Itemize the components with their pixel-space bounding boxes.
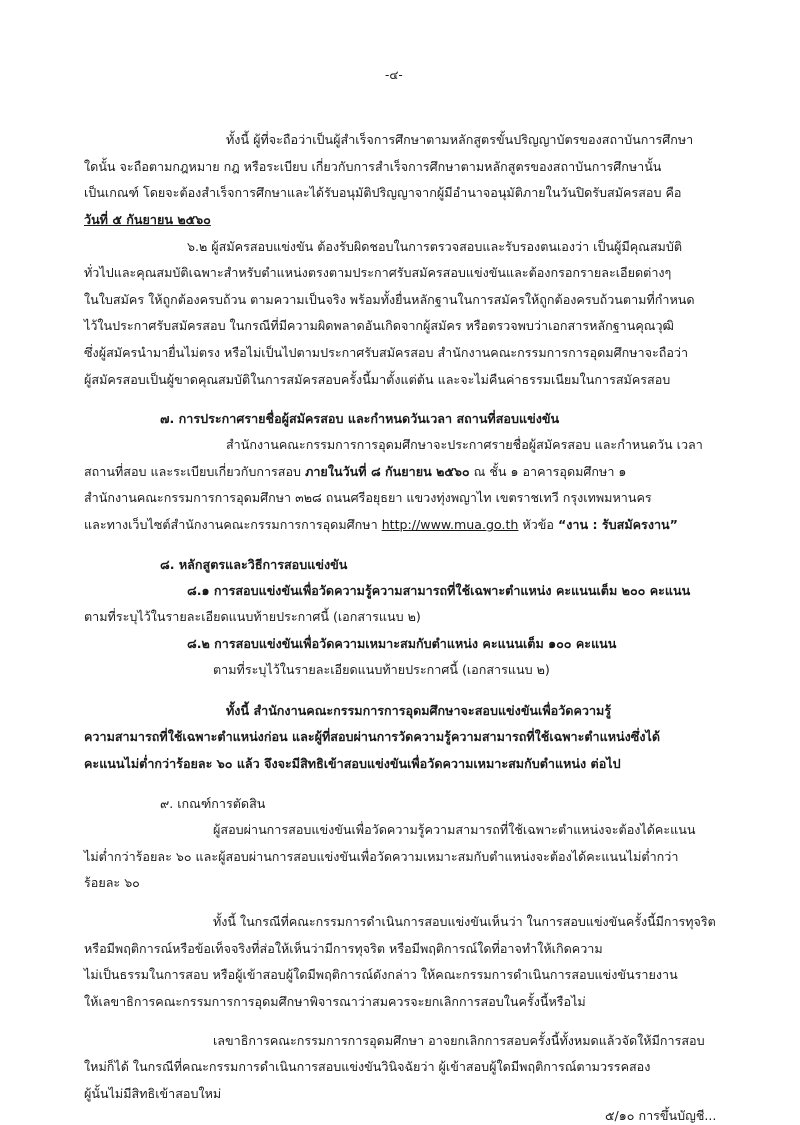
section-6-2-line: ไว้ในประกาศรับสมัครสอบ ในกรณีที่มีความผิดพลาดอันเกิดจากผู้สมัคร หรือตรวจพบว่าเอกสารหลักฐานคุณวุฒิ xyxy=(84,318,674,333)
section-9-line: ไม่เป็นธรรมในการสอบ หรือผู้เข้าสอบผู้ใดมีพฤติการณ์ดังกล่าว ให้คณะกรรมการดำเนินการสอบแข่งขันรายงาน xyxy=(84,967,678,982)
page-number: -๔- xyxy=(385,68,403,82)
section-9-line: ไม่ต่ำกว่าร้อยละ ๖๐ และผู้สอบผ่านการสอบแข่งขันเพื่อวัดความเหมาะสมกับตำแหน่งจะต้องได้คะแนนไม่ต่ำกว่า xyxy=(84,849,679,864)
paragraph-line: ใดนั้น จะถือตามกฎหมาย กฎ หรือระเบียบ เกี่ยวกับการสำเร็จการศึกษาตามหลักสูตรของสถาบันการศึกษานั้น xyxy=(84,159,662,174)
section-7-heading: ๗. การประกาศรายชื่อผู้สมัครสอบ และกำหนดวันเวลา สถานที่สอบแข่งขัน xyxy=(160,411,560,426)
website-link[interactable]: http://www.mua.go.th xyxy=(381,517,519,532)
section-6-2-line: ทั่วไปและคุณสมบัติเฉพาะสำหรับตำแหน่งตรงตามประกาศรับสมัครสอบแข่งขันและต้องกรอกรายละเอียดต่างๆ xyxy=(84,265,672,280)
section-9-line: ทั้งนี้ ในกรณีที่คณะกรรมการดำเนินการสอบแข่งขันเห็นว่า ในการสอบแข่งขันครั้งนี้มีการทุจริต xyxy=(213,914,716,929)
continuation-note: ๕/๑๐ การขึ้นบัญชี... xyxy=(605,1108,717,1123)
section-7-text: ณ ชั้น ๑ อาคารอุดมศึกษา ๑ xyxy=(473,464,627,479)
exam-note-line: คะแนนไม่ต่ำกว่าร้อยละ ๖๐ แล้ว จึงจะมีสิทธิเข้าสอบแข่งขันเพื่อวัดความเหมาะสมกับตำแหน่ง ต่อไป xyxy=(84,756,621,771)
announcement-date: ภายในวันที่ ๘ กันยายน ๒๕๖๐ xyxy=(305,464,470,479)
section-9-heading: ๙. เกณฑ์การตัดสิน xyxy=(160,796,266,811)
section-9-line: ผู้นั้นไม่มีสิทธิเข้าสอบใหม่ xyxy=(84,1086,222,1101)
section-8-1-note: ตามที่ระบุไว้ในรายละเอียดแนบท้ายประกาศนี้ (เอกสารแนบ ๒) xyxy=(84,609,421,624)
section-8-2-note: ตามที่ระบุไว้ในรายละเอียดแนบท้ายประกาศนี้ (เอกสารแนบ ๒) xyxy=(213,662,550,677)
section-6-2-line: ๖.๒ ผู้สมัครสอบแข่งขัน ต้องรับผิดชอบในการตรวจสอบและรับรองตนเองว่า เป็นผู้มีคุณสมบัติ xyxy=(187,239,683,254)
section-9-line: ผู้สอบผ่านการสอบแข่งขันเพื่อวัดความรู้ความสามารถที่ใช้เฉพาะตำแหน่งจะต้องได้คะแนน xyxy=(213,822,696,837)
section-9-line: ร้อยละ ๖๐ xyxy=(84,875,140,890)
section-7-line: สำนักงานคณะกรรมการการอุดมศึกษา ๓๒๘ ถนนศรีอยุธยา แขวงทุ่งพญาไท เขตราชเทวี กรุงเทพมหานคร xyxy=(84,490,652,505)
section-7-line xyxy=(84,516,678,534)
section-9-line: เลขาธิการคณะกรรมการการอุดมศึกษา อาจยกเลิกการสอบครั้งนี้ทั้งหมดแล้วจัดให้มีการสอบ xyxy=(213,1033,705,1048)
section-7-text: สถานที่สอบ และระเบียบเกี่ยวกับการสอบ xyxy=(84,464,302,479)
paragraph-line: ทั้งนี้ ผู้ที่จะถือว่าเป็นผู้สำเร็จการศึกษาตามหลักสูตรขั้นปริญญาบัตรของสถาบันการศึกษา xyxy=(226,132,694,147)
section-7-line xyxy=(84,463,626,481)
section-8-1-title: ๘.๑ การสอบแข่งขันเพื่อวัดความรู้ความสามารถที่ใช้เฉพาะตำแหน่ง คะแนนเต็ม ๒๐๐ คะแนน xyxy=(187,583,691,598)
exam-note-line: ความสามารถที่ใช้เฉพาะตำแหน่งก่อน และผู้ที่สอบผ่านการวัดความรู้ความสามารถที่ใช้เฉพาะตำแหน่งซึ่งได้ xyxy=(84,729,660,744)
section-6-2-line: ซึ่งผู้สมัครนำมายื่นไม่ตรง หรือไม่เป็นไปตามประกาศรับสมัครสอบ สำนักงานคณะกรรมการการอุดมศึกษาจะถือว่า xyxy=(84,345,689,360)
section-8-2-title: ๘.๒ การสอบแข่งขันเพื่อวัดความเหมาะสมกับตำแหน่ง คะแนนเต็ม ๑๐๐ คะแนน xyxy=(187,636,617,651)
section-7-line: สำนักงานคณะกรรมการการอุดมศึกษาจะประกาศรายชื่อผู้สมัครสอบ และกำหนดวัน เวลา xyxy=(226,437,703,452)
section-9-line: ใหม่ก็ได้ ในกรณีที่คณะกรรมการดำเนินการสอบแข่งขันวินิจฉัยว่า ผู้เข้าสอบผู้ใดมีพฤติการณ์ตามวรรคสอง xyxy=(84,1059,651,1074)
section-7-text: และทางเว็บไซต์สำนักงานคณะกรรมการการอุดมศึกษา xyxy=(84,517,378,532)
section-6-2-line: ผู้สมัครสอบเป็นผู้ขาดคุณสมบัติในการสมัครสอบครั้งนี้มาตั้งแต่ต้น และจะไม่คืนค่าธรรมเนียมในการสมัครสอบ xyxy=(84,372,671,387)
closing-date: วันที่ ๕ กันยายน ๒๕๖๐ xyxy=(84,212,211,227)
exam-note-line: ทั้งนี้ สำนักงานคณะกรรมการการอุดมศึกษาจะสอบแข่งขันเพื่อวัดความรู้ xyxy=(226,703,612,718)
topic-label: “งาน : รับสมัครงาน” xyxy=(557,517,678,532)
section-8-heading: ๘. หลักสูตรและวิธีการสอบแข่งขัน xyxy=(160,557,348,572)
paragraph-line: เป็นเกณฑ์ โดยจะต้องสำเร็จการศึกษาและได้รับอนุมัติปริญญาจากผู้มีอำนาจอนุมัติภายในวันปิดรับสมัครสอบ คือ xyxy=(84,185,682,200)
section-7-text: หัวข้อ xyxy=(522,517,554,532)
section-9-line: ให้เลขาธิการคณะกรรมการการอุดมศึกษาพิจารณาว่าสมควรจะยกเลิกการสอบในครั้งนี้หรือไม่ xyxy=(84,994,586,1009)
section-9-line: หรือมีพฤติการณ์หรือข้อเท็จจริงที่ส่อให้เห็นว่ามีการทุจริต หรือมีพฤติการณ์ใดที่อาจทำให้เกิดความ xyxy=(84,941,603,956)
section-6-2-line: ในใบสมัคร ให้ถูกต้องครบถ้วน ตามความเป็นจริง พร้อมทั้งยื่นหลักฐานในการสมัครให้ถูกต้องครบถ้วนตามที่กำหนด xyxy=(84,292,695,307)
